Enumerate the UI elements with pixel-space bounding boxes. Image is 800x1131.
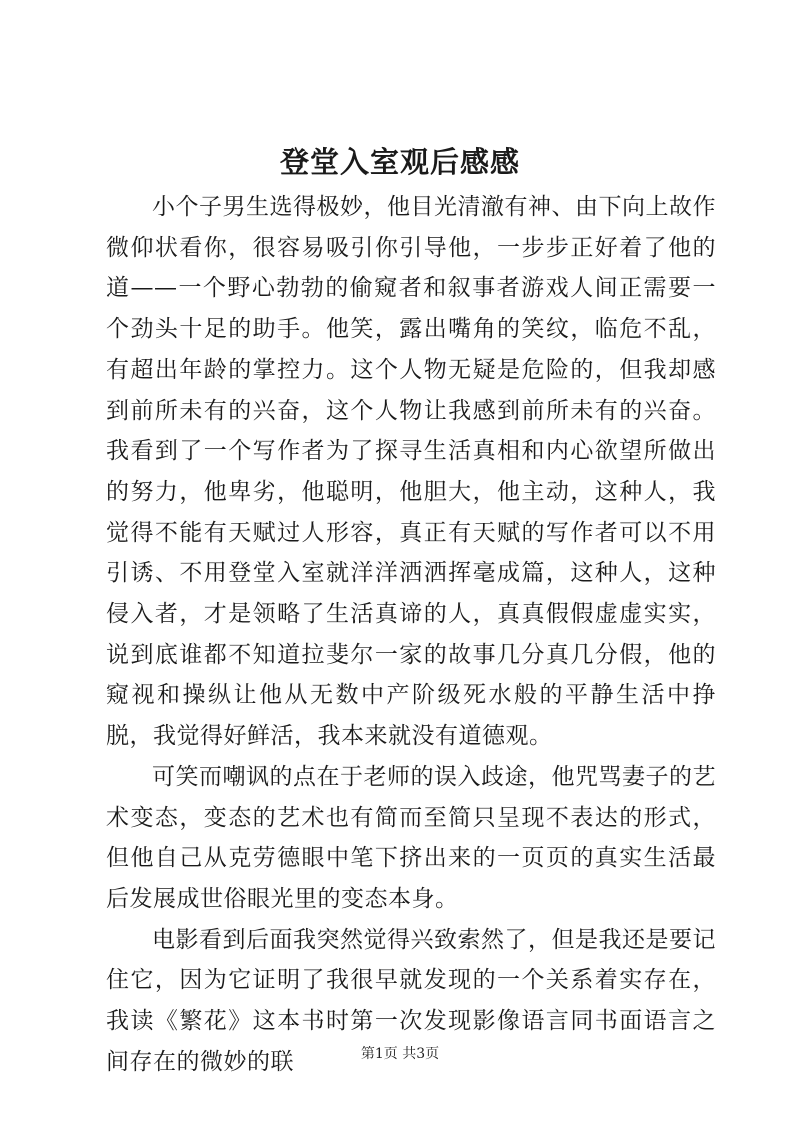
document-body	[106, 187, 716, 1082]
page-number-footer: 第1页 共3页	[360, 1046, 440, 1062]
paragraph-2: 可笑而嘲讽的点在于老师的误入歧途，他咒骂妻子的艺术变态，变态的艺术也有简而至简只呈现不表达的形式，但他自己从克劳德眼中笔下挤出来的一页页的真实生活最后发展成世俗眼光里的变态本身。	[106, 763, 716, 912]
paragraph-1: 小个子男生选得极妙，他目光清澈有神、由下向上故作微仰状看你，很容易吸引你引导他，一步步正好着了他的道——一个野心勃勃的偷窥者和叙事者游戏人间正需要一个劲头十足的助手。他笑，露出嘴角的笑纹，临危不乱，有超出年龄的掌控力。这个人物无疑是危险的，但我却感到前所未有的兴奋，这个人物让我感到前所未有的兴奋。我看到了一个写作者为了探寻生活真相和内心欲望所做出的努力，他卑劣，他聪明，他胆大，他主动，这种人，我觉得不能有天赋过人形容，真正有天赋的写作者可以不用引诱、不用登堂入室就洋洋洒洒挥毫成篇，这种人，这种侵入者，才是领略了生活真谛的人，真真假假虚虚实实，说到底谁都不知道拉斐尔一家的故事几分真几分假，他的窥视和操纵让他从无数中产阶级死水般的平静生活中挣脱，我觉得好鲜活，我本来就没有道德观。	[106, 194, 716, 750]
document-title: 登堂入室观后感感	[279, 145, 520, 179]
paragraph-3: 电影看到后面我突然觉得兴致索然了，但是我还是要记住它，因为它证明了我很早就发现的一个关系着实存在，我读《繁花》这本书时第一次发现影像语言同书面语言之间存在的微妙的联	[106, 926, 716, 1075]
